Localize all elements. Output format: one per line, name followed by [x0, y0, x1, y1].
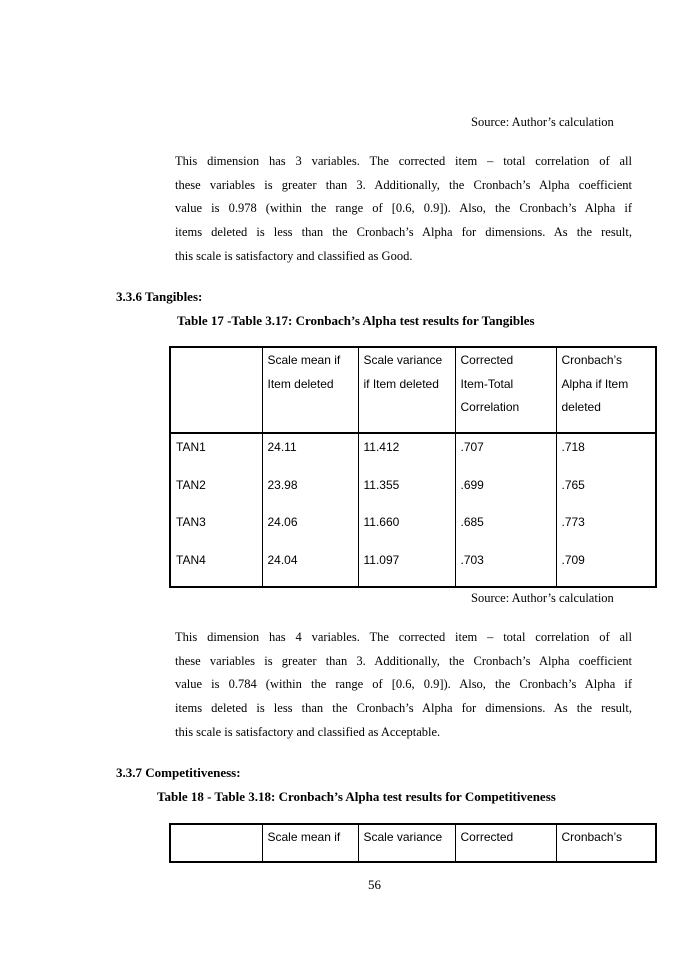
header-line: Correlation: [460, 400, 520, 414]
table-cell: 23.98: [262, 473, 358, 511]
header-cell: [358, 347, 455, 433]
table-row: [170, 473, 656, 511]
header-cell: Cronbach’s: [556, 824, 656, 862]
header-cell: Scale mean if: [262, 824, 358, 862]
paragraph-2: [175, 626, 632, 744]
table-cell: TAN1: [170, 433, 262, 473]
table-18-caption: Table 18 - Table 3.18: Cronbach’s Alpha test results for Competitiveness: [157, 789, 556, 804]
header-line: Cronbach’s: [561, 353, 622, 367]
table-18: [169, 823, 657, 863]
table-cell: 11.355: [358, 473, 455, 511]
table-cell: 24.11: [262, 433, 358, 473]
header-line: Scale variance: [363, 353, 443, 367]
paragraph-line: these variables is greater than 3. Additionally, the Cronbach’s Alpha coefficient: [175, 177, 632, 192]
header-cell: [556, 347, 656, 433]
source-note-middle: Source: Author’s calculation: [471, 591, 614, 605]
table-cell: 11.660: [358, 510, 455, 548]
section-heading-tangibles: 3.3.6 Tangibles:: [116, 289, 203, 304]
header-line: Scale mean if: [267, 353, 341, 367]
source-note-top: Source: Author’s calculation: [471, 115, 614, 129]
table-cell: .709: [561, 553, 585, 568]
paragraph-line: This dimension has 4 variables. The corrected item – total correlation of all: [175, 630, 632, 644]
table-row: [170, 433, 656, 473]
table-cell: .718: [561, 440, 585, 454]
header-line: Alpha if Item: [561, 376, 629, 391]
header-line: if Item deleted: [363, 376, 439, 391]
table-cell: .707: [455, 433, 556, 473]
paragraph-line: these variables is greater than 3. Additionally, the Cronbach’s Alpha coefficient: [175, 653, 632, 668]
table-cell: 11.097: [358, 548, 455, 587]
paragraph-line: items deleted is less than the Cronbach’s Alpha for dimensions. As the result,: [175, 701, 632, 716]
header-cell-blank: [170, 347, 262, 433]
table-cell: .703: [455, 548, 556, 587]
table-cell: TAN2: [170, 473, 262, 511]
table-cell: .773: [561, 515, 585, 530]
table-header-row: [170, 824, 656, 862]
header-line: Item-Total: [460, 376, 514, 391]
table-17: [169, 346, 657, 588]
paragraph-line: value is 0.784 (within the range of [0.6, 0.9]). Also, the Cronbach’s Alpha if: [175, 677, 632, 692]
table-cell: 24.06: [262, 510, 358, 548]
header-cell: Scale variance: [358, 824, 455, 862]
header-line: deleted: [561, 400, 601, 414]
table-row: [170, 548, 656, 587]
header-cell: [262, 347, 358, 433]
paragraph-line: this scale is satisfactory and classified as Acceptable.: [175, 724, 441, 739]
table-cell: .765: [561, 477, 585, 492]
paragraph-line: value is 0.978 (within the range of [0.6, 0.9]). Also, the Cronbach’s Alpha if: [175, 201, 632, 216]
header-line: Item deleted: [267, 376, 334, 391]
header-cell: [455, 347, 556, 433]
table-cell: TAN3: [170, 510, 262, 548]
table-cell: 11.412: [358, 433, 455, 473]
table-17-caption: Table 17 -Table 3.17: Cronbach’s Alpha test results for Tangibles: [177, 313, 535, 328]
section-heading-competitiveness: 3.3.7 Competitiveness:: [116, 765, 241, 780]
header-line: Corrected: [460, 353, 514, 367]
table-cell: TAN4: [170, 548, 262, 587]
page-number: 56: [368, 877, 381, 892]
table-cell: 24.04: [262, 548, 358, 587]
paragraph-1: [175, 150, 632, 268]
header-cell-blank: [170, 824, 262, 862]
table-cell: .685: [455, 510, 556, 548]
paragraph-line: This dimension has 3 variables. The corrected item – total correlation of all: [175, 154, 632, 168]
paragraph-line: this scale is satisfactory and classified as Good.: [175, 248, 413, 263]
header-cell: Corrected: [455, 824, 556, 862]
table-header-row: [170, 347, 656, 433]
table-cell: .699: [455, 473, 556, 511]
paragraph-line: items deleted is less than the Cronbach’s Alpha for dimensions. As the result,: [175, 225, 632, 240]
table-row: [170, 510, 656, 548]
